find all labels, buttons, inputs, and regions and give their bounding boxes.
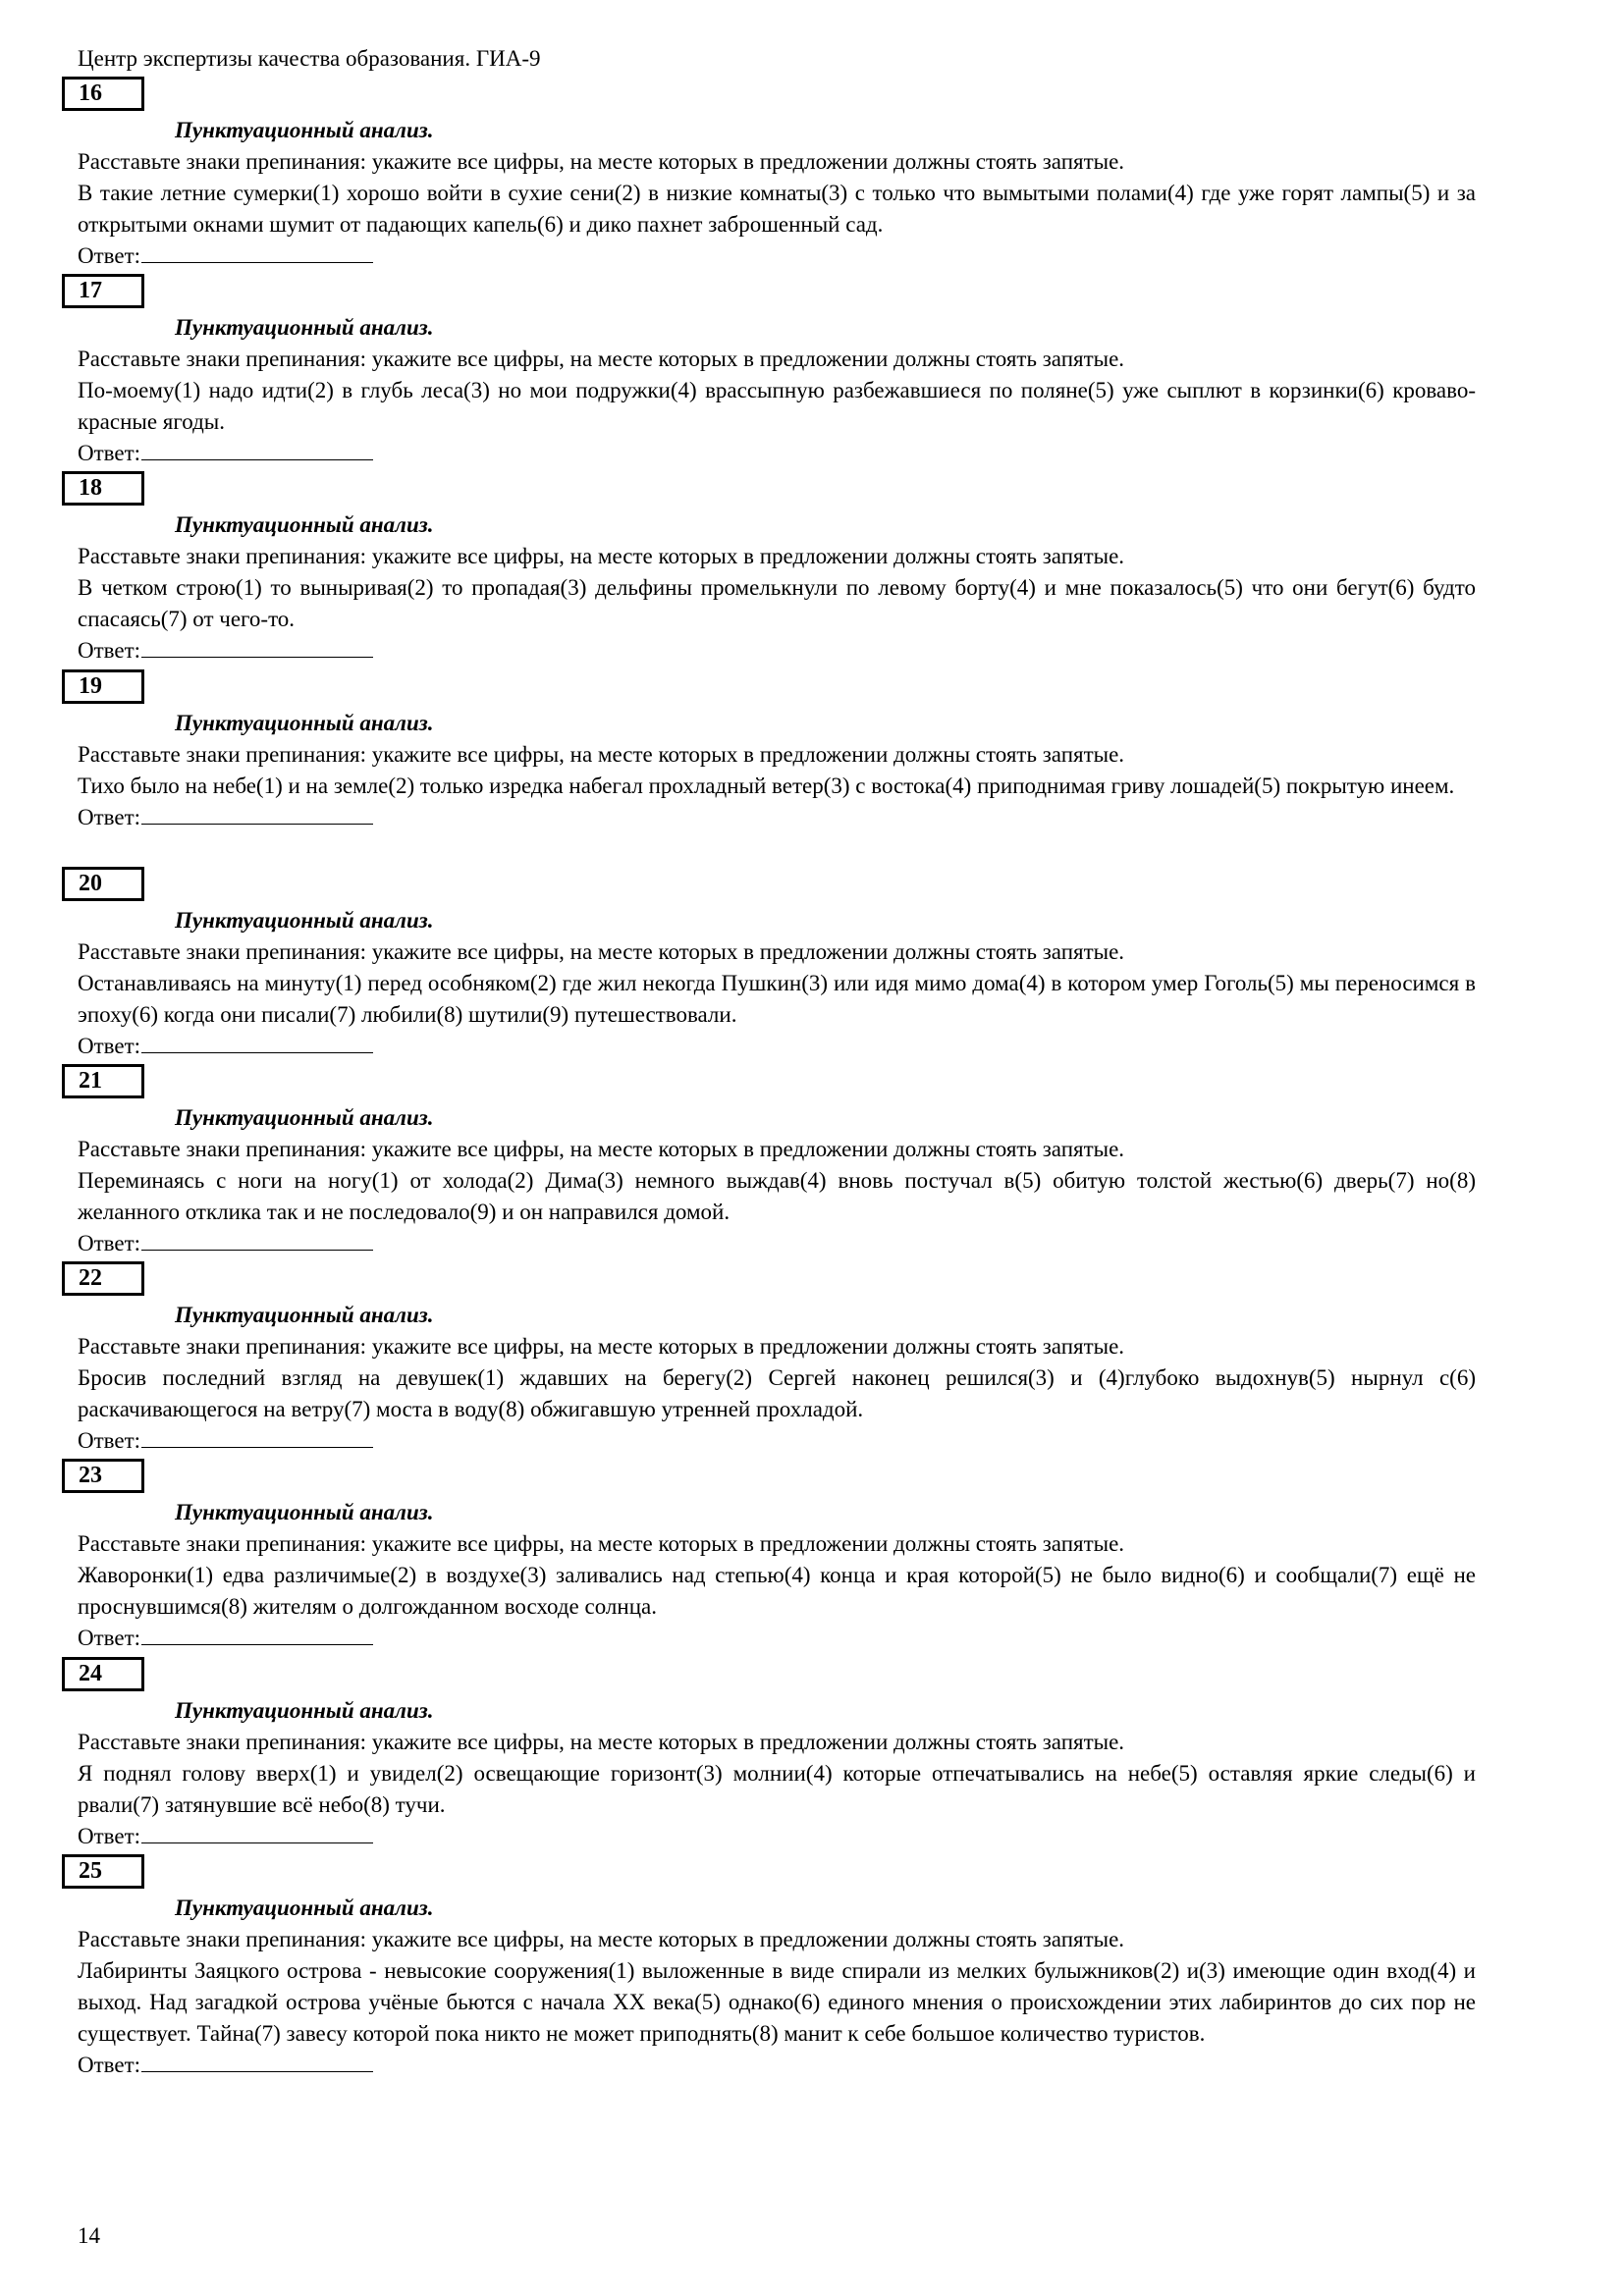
task-number-box: 24 xyxy=(62,1657,144,1691)
answer-field[interactable] xyxy=(141,637,373,658)
task-body xyxy=(78,1102,1476,1259)
page-number: 14 xyxy=(78,2223,100,2248)
answer-row xyxy=(78,240,1476,272)
answer-row xyxy=(78,438,1476,469)
task-number-box: 21 xyxy=(62,1064,144,1098)
task-body xyxy=(78,509,1476,667)
task-body xyxy=(78,1893,1476,2081)
task-instruction: Расставьте знаки препинания: укажите все цифры, на месте которых в предложении должны стоять запятые. xyxy=(78,544,1125,569)
task-number-box: 25 xyxy=(62,1854,144,1889)
task-sentence: Лабиринты Заяцкого острова - невысокие сооружения(1) выложенные в виде спирали из мелких булыжников(2) и(3) имеющие один вход(4) и выход. Над загадкой острова учёные бьются с начала XX века(5) однако(6) единого мнения о происхождении этих лабиринтов до сих пор не существует. Тайна(7) завесу которой пока никто не может приподнять(8) манит к себе большое количество туристов. xyxy=(78,1957,1476,2046)
task-number-box: 18 xyxy=(62,471,144,506)
answer-field[interactable] xyxy=(141,440,373,460)
task-sentence: Останавливаясь на минуту(1) перед особняком(2) где жил некогда Пушкин(3) или идя мимо дома(4) в котором умер Гоголь(5) мы переносимся в эпоху(6) когда они писали(7) любили(8) шутили(9) путешествовали. xyxy=(78,970,1476,1027)
task-number-box: 19 xyxy=(62,669,144,704)
answer-row xyxy=(78,1623,1476,1654)
answer-row xyxy=(78,1031,1476,1062)
document-header: Центр экспертизы качества образования. ГИА-9 xyxy=(78,46,541,71)
answer-field[interactable] xyxy=(141,1625,373,1645)
task-number-box: 16 xyxy=(62,77,144,111)
answer-field[interactable] xyxy=(141,1427,373,1448)
task-body xyxy=(78,1695,1476,1852)
answer-row xyxy=(78,2050,1476,2081)
task-sentence: Тихо было на небе(1) и на земле(2) только изредка набегал прохладный ветер(3) с востока(4) приподнимая гриву лошадей(5) покрытую инеем. xyxy=(78,773,1455,798)
task-body xyxy=(78,708,1476,833)
task-sentence: По-моему(1) надо идти(2) в глубь леса(3) но мои подружки(4) врассыпную разбежавшиеся по поляне(5) уже сыплют в корзинки(6) кроваво-красные ягоды. xyxy=(78,378,1476,435)
task-title: Пунктуационный анализ. xyxy=(175,1500,434,1525)
task-title: Пунктуационный анализ. xyxy=(175,512,434,538)
answer-field[interactable] xyxy=(141,2052,373,2072)
answer-label: Ответ: xyxy=(78,1428,141,1454)
task-title: Пунктуационный анализ. xyxy=(175,1105,434,1130)
answer-label: Ответ: xyxy=(78,1033,141,1058)
task-instruction: Расставьте знаки препинания: укажите все цифры, на месте которых в предложении должны стоять запятые. xyxy=(78,347,1125,372)
task-sentence: В такие летние сумерки(1) хорошо войти в сухие сени(2) в низкие комнаты(3) с только что вымытыми полами(4) где уже горят лампы(5) и за открытыми окнами шумит от падающих капель(6) и дико пахнет заброшенный сад. xyxy=(78,181,1476,237)
task-instruction: Расставьте знаки препинания: укажите все цифры, на месте которых в предложении должны стоять запятые. xyxy=(78,741,1125,767)
task-body xyxy=(78,115,1476,272)
answer-row xyxy=(78,1821,1476,1852)
task-instruction: Расставьте знаки препинания: укажите все цифры, на месте которых в предложении должны стоять запятые. xyxy=(78,1137,1125,1161)
task-body xyxy=(78,1300,1476,1457)
answer-label: Ответ: xyxy=(78,243,141,268)
task-number-box: 17 xyxy=(62,274,144,308)
answer-label: Ответ: xyxy=(78,638,141,664)
task-title: Пунктуационный анализ. xyxy=(175,118,434,142)
task-body xyxy=(78,312,1476,469)
task-instruction: Расставьте знаки препинания: укажите все цифры, на месте которых в предложении должны стоять запятые. xyxy=(78,938,1125,964)
task-title: Пунктуационный анализ. xyxy=(175,1303,434,1328)
answer-field[interactable] xyxy=(141,804,373,825)
answer-label: Ответ: xyxy=(78,2052,141,2077)
task-number-box: 20 xyxy=(62,867,144,901)
task-body xyxy=(78,1497,1476,1654)
task-instruction: Расставьте знаки препинания: укажите все цифры, на месте которых в предложении должны стоять запятые. xyxy=(78,1729,1125,1754)
task-instruction: Расставьте знаки препинания: укажите все цифры, на месте которых в предложении должны стоять запятые. xyxy=(78,149,1125,174)
answer-label: Ответ: xyxy=(78,1231,141,1255)
task-number-box: 23 xyxy=(62,1459,144,1493)
answer-field[interactable] xyxy=(141,1230,373,1251)
answer-row xyxy=(78,802,1476,833)
task-instruction: Расставьте знаки препинания: укажите все цифры, на месте которых в предложении должны стоять запятые. xyxy=(78,1926,1125,1951)
answer-field[interactable] xyxy=(141,242,373,263)
task-sentence: Бросив последний взгляд на девушек(1) ждавших на берегу(2) Сергей наконец решился(3) и (4)глубоко выдохнув(5) нырнул с(6) раскачивающегося на ветру(7) моста в воду(8) обжигавшую утренней прохладой. xyxy=(78,1365,1476,1422)
task-sentence: Переминаясь с ноги на ногу(1) от холода(2) Дима(3) немного выждав(4) вновь постучал в(5) обитую толстой жестью(6) дверь(7) но(8) желанного отклика так и не последовало(9) и он направился домой. xyxy=(78,1168,1476,1224)
answer-field[interactable] xyxy=(141,1823,373,1843)
task-title: Пунктуационный анализ. xyxy=(175,1697,434,1723)
task-instruction: Расставьте знаки препинания: укажите все цифры, на месте которых в предложении должны стоять запятые. xyxy=(78,1334,1125,1360)
answer-row xyxy=(78,1425,1476,1457)
answer-label: Ответ: xyxy=(78,1823,141,1848)
answer-label: Ответ: xyxy=(78,804,141,829)
task-number-box: 22 xyxy=(62,1261,144,1296)
answer-label: Ответ: xyxy=(78,1626,141,1651)
answer-row xyxy=(78,635,1476,667)
answer-field[interactable] xyxy=(141,1033,373,1053)
task-body xyxy=(78,905,1476,1062)
task-title: Пунктуационный анализ. xyxy=(175,1895,434,1920)
task-title: Пунктуационный анализ. xyxy=(175,907,434,933)
task-instruction: Расставьте знаки препинания: укажите все цифры, на месте которых в предложении должны стоять запятые. xyxy=(78,1531,1125,1557)
task-title: Пунктуационный анализ. xyxy=(175,315,434,341)
task-title: Пунктуационный анализ. xyxy=(175,710,434,735)
task-sentence: Жаворонки(1) едва различимые(2) в воздухе(3) заливались над степью(4) конца и края которой(5) не было видно(6) и сообщали(7) ещё не проснувшимся(8) жителям о долгожданном восходе солнца. xyxy=(78,1563,1476,1620)
answer-label: Ответ: xyxy=(78,441,141,466)
answer-row xyxy=(78,1228,1476,1259)
task-sentence: В четком строю(1) то выныривая(2) то пропадая(3) дельфины промелькнули по левому борту(4) и мне показалось(5) что они бегут(6) будто спасаясь(7) от чего-то. xyxy=(78,575,1476,632)
task-sentence: Я поднял голову вверх(1) и увидел(2) освещающие горизонт(3) молнии(4) которые отпечатывались на небе(5) оставляя яркие следы(6) и рвали(7) затянувшие всё небо(8) тучи. xyxy=(78,1760,1476,1817)
